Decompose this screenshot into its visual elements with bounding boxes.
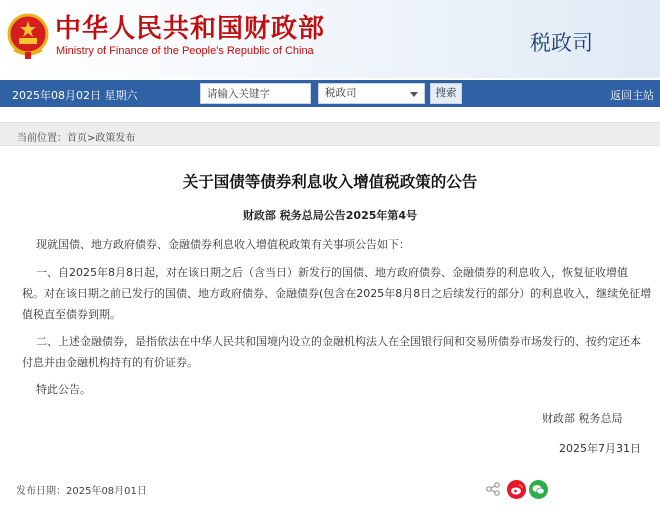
breadcrumb-separator: > [87,133,96,144]
article-title: 关于国债等债券利息收入增值税政策的公告 [182,173,478,191]
search-scope-select[interactable] [318,83,425,104]
site-title: 中华人民共和国财政部 [55,14,326,44]
current-date: 2025年08月02日 星期六 [12,89,138,102]
paragraph-line: 一、自2025年8月8日起，对在该日期之后（含当日）新发行的国债、地方政府债券、金融债券的利息收入，恢复征收增值 [36,266,628,279]
article-paragraph-intro [36,234,636,255]
breadcrumb-label: 当前位置： [17,133,67,144]
nav-bar [0,80,660,107]
paragraph-line: 付息并由金融机构持有的有价证券。 [22,356,198,369]
breadcrumb-home-link[interactable]: 首页 [67,133,87,144]
return-home-link[interactable]: 返回主站 [610,89,654,102]
weibo-icon[interactable] [507,480,526,499]
breadcrumb [17,129,135,144]
article-paragraph-2 [22,331,641,373]
publish-date: 发布日期：2025年08月01日 [16,486,147,497]
paragraph-line: 税。对在该日期之前已发行的国债、地方政府债券、金融债券(包含在2025年8月8日之后续发行的部分）的利息收入，继续免征增 [22,287,652,300]
site-title-english: Ministry of Finance of the People's Republic of China [56,45,314,57]
article-sign-date: 2025年7月31日 [559,442,641,455]
wechat-icon[interactable] [529,480,548,499]
paragraph-line: 现就国债、地方政府债券、金融债券利息收入增值税政策有关事项公告如下： [36,238,410,251]
article-signature: 财政部 税务总局 [542,412,623,425]
department-name: 税政司 [530,31,593,55]
paragraph-line: 二、上述金融债券，是指依法在中华人民共和国境内设立的金融机构法人在全国银行间和交易所债券市场发行的、按约定还本 [36,335,641,348]
article-paragraph-closing [36,379,636,400]
share-icon[interactable] [486,482,500,496]
breadcrumb-current-link[interactable]: 政策发布 [95,133,136,144]
national-emblem-icon [6,10,50,60]
site-header [0,0,660,78]
paragraph-line: 特此公告。 [36,383,91,396]
chevron-down-icon [410,92,418,97]
search-scope-value: 税政司 [325,87,357,99]
search-button[interactable]: 搜索 [430,83,462,104]
breadcrumb-bar [0,122,660,146]
article-subtitle: 财政部 税务总局公告2025年第4号 [242,209,418,222]
search-input[interactable] [200,83,311,104]
article-paragraph-1 [22,262,652,325]
paragraph-line: 值税直至债券到期。 [22,308,121,321]
